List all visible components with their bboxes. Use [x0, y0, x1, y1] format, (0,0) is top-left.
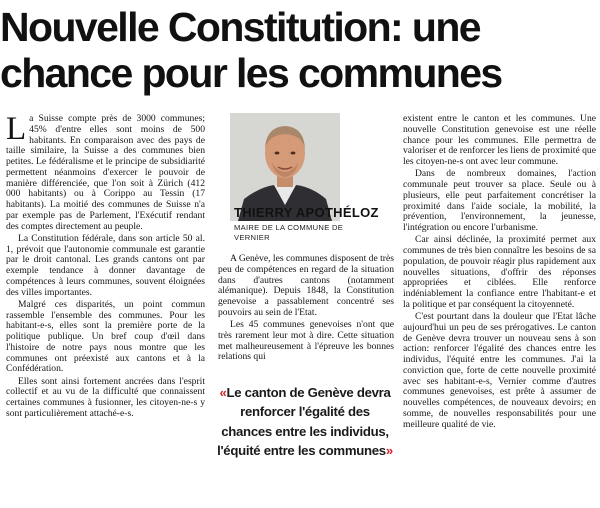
title-line-2: chance pour les communes — [0, 50, 502, 96]
pull-quote — [214, 383, 396, 503]
paragraph — [6, 114, 205, 232]
drop-cap: L — [6, 114, 27, 147]
paragraph: La Constitution fédérale, dans son article 50 al. 1, prévoit que l'autonomie communale est garantie par le droit cantonal. Les grands cantons ont par exemple tendance à donner davantage de compétences à leurs communes, souvent éloignées des villes importantes. — [6, 232, 205, 298]
quote-open-mark: « — [219, 385, 227, 400]
author-name: THIERRY APOTHÉLOZ — [234, 205, 379, 220]
paragraph: existent entre le canton et les communes. Une nouvelle Constitution genevoise est une réelle chance pour les communes. Elle permettra de valoriser et de renforcer les liens de proximité que les citoyen-ne-s ont avec leur commune. — [403, 114, 596, 167]
paragraph: C'est pourtant dans la douleur que l'Etat lâche aujourd'hui un peu de ses prérogatives. Le canton de Genève devra trouver un nouveau sens à son action: renforcer l'égalité des chances entre les individus, l'équité entre les communes. J'ai la conviction que, forte de cette nouvelle proximité avec ses habitant-e-s, Vernier comme d'autres communes genevoises, est prête à assumer de nouvelles compétences, de nouveaux devoirs; en somme, de nouvelles responsabilités pour une meilleure qualité de vie. — [403, 311, 596, 430]
pull-quote-text: Le canton de Genève devra renforcer l'égalité des chances entre les individus, l'équité entre les communes — [217, 385, 391, 458]
article-column-2 — [218, 254, 394, 372]
paragraph: Dans de nombreux domaines, l'action communale peut trouver sa place. Seule ou à plusieurs, elle peut parfaitement concrétiser la proximité dans l'aide sociale, la mobilité, la prévention, l'environnement, la jeunesse, l'intégration ou encore l'urbanisme. — [403, 168, 596, 233]
quote-close-mark: » — [385, 442, 393, 458]
author-role: MAIRE DE LA COMMUNE DE VERNIER — [234, 223, 344, 242]
article-column-3 — [403, 114, 596, 506]
paragraph: Car ainsi déclinée, la proximité permet aux communes de très bien connaître les besoins de sa population, de pouvoir réagir plus rapidement aux nouvelles situations, d'offrir des réponses appropriées et ciblées. Elle renforce indéniablement la confiance entre l'habitant-e et la politique et par conséquent la citoyenneté. — [403, 234, 596, 310]
author-block — [230, 113, 390, 243]
paragraph: A Genève, les communes disposent de très peu de compétences en regard de la situation dans d'autres cantons (notamment alémanique). Depuis 1848, la Constitution genevoise a passablement concentré ses pouvoirs au sein de l'Etat. — [218, 254, 394, 318]
title-line-1: Nouvelle Constitution: une — [0, 4, 480, 50]
paragraph: Les 45 communes genevoises n'ont que très rarement leur mot à dire. Cette situation met malheureusement à l'épreuve les bonnes relations qui — [218, 319, 394, 363]
article-column-1 — [6, 114, 205, 506]
paragraph: Elles sont ainsi fortement ancrées dans l'esprit collectif et au vu de la difficulté que connaissent certaines communes à fusionner, les citoyen-ne-s y sont particulièrement attaché-e-s. — [6, 375, 205, 419]
paragraph: Malgré ces disparités, un point commun rassemble l'ensemble des communes. Pour les habitant-e-s, elles sont la première porte de la politique publique. Un bref coup d'œil dans l'histoire de notre pays nous montre que les communes ont préexisté aux cantons et à la Confédération. — [6, 298, 205, 375]
article-title — [0, 4, 600, 96]
paragraph-text: a Suisse compte près de 3000 communes; 45% d'entre elles sont moins de 500 habitants. En comparaison avec des pays de taille similaire, la Suisse a des communes bien petites. Le fédéralisme et le principe de subsidiarité permettent néanmoins d'exercer le pouvoir de manière différenciée, que l'on soit à Zürich (412 000 habitants) ou à Corippo au Tessin (17 habitants). La moitié des communes de Suisse n'a par exemple pas de Parlement, l'Exécutif rendant des comptes directement au peuple. — [6, 114, 205, 232]
